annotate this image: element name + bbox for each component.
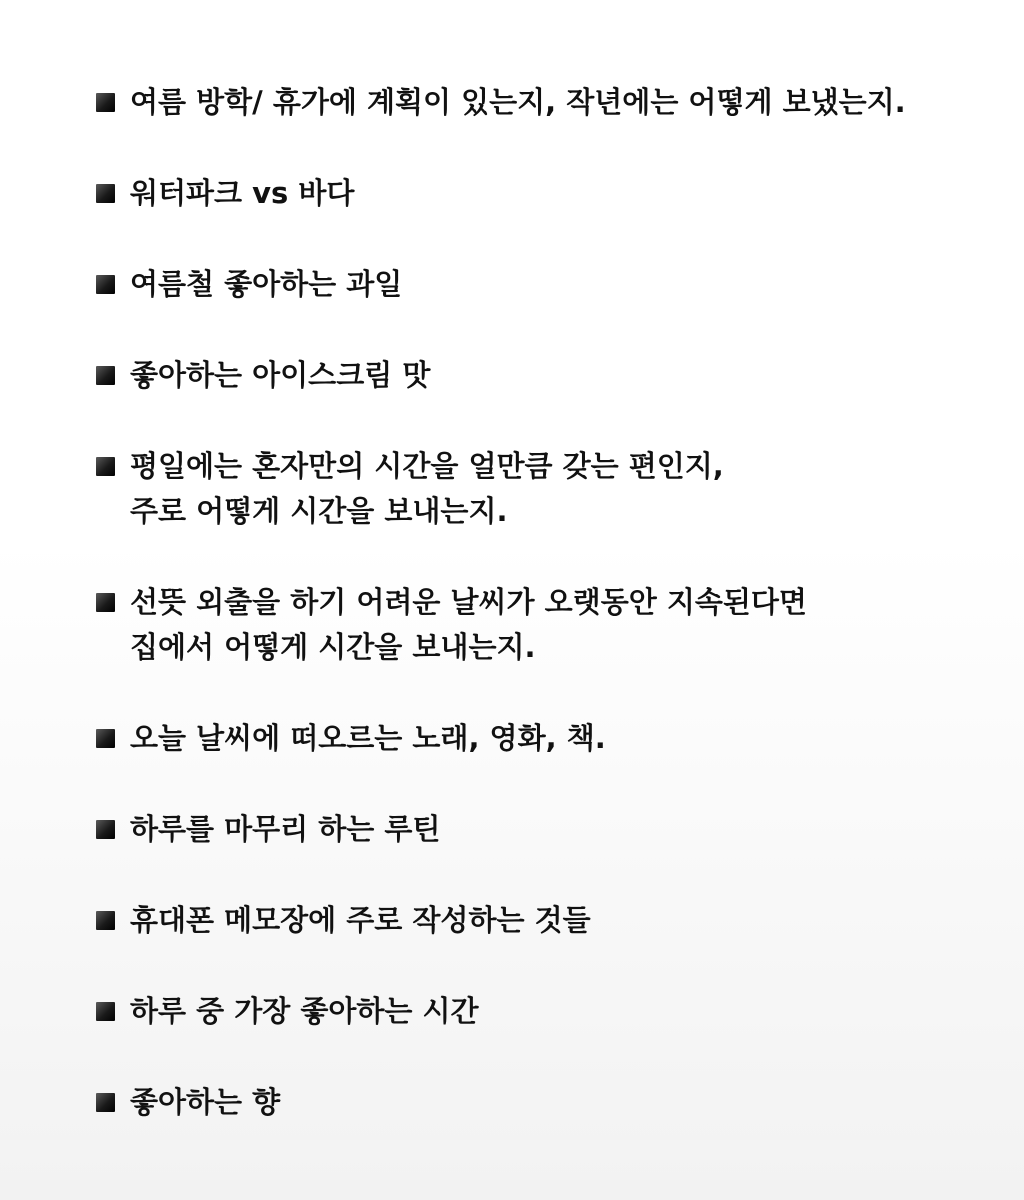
square-bullet-icon — [96, 1093, 115, 1112]
list-item — [96, 807, 996, 852]
item-text: 여름철 좋아하는 과일 — [130, 267, 403, 301]
item-text: 워터파크 vs 바다 — [130, 176, 355, 210]
item-text-continued: 주로 어떻게 시간을 보내는지. — [130, 494, 508, 528]
list-item — [96, 353, 996, 398]
question-list — [96, 80, 996, 1171]
item-text: 오늘 날씨에 떠오르는 노래, 영화, 책. — [130, 721, 606, 755]
list-item — [96, 716, 996, 761]
item-text: 여름 방학/ 휴가에 계획이 있는지, 작년에는 어떻게 보냈는지. — [130, 85, 906, 119]
item-text: 좋아하는 아이스크림 맛 — [130, 358, 431, 392]
square-bullet-icon — [96, 275, 115, 294]
item-text: 하루를 마무리 하는 루틴 — [130, 812, 441, 846]
item-text: 좋아하는 향 — [130, 1085, 281, 1119]
list-item — [96, 80, 996, 125]
square-bullet-icon — [96, 911, 115, 930]
square-bullet-icon — [96, 93, 115, 112]
list-item — [96, 989, 996, 1034]
list-item — [96, 171, 996, 216]
list-item — [96, 1080, 996, 1125]
square-bullet-icon — [96, 184, 115, 203]
square-bullet-icon — [96, 729, 115, 748]
list-item — [96, 580, 996, 670]
square-bullet-icon — [96, 820, 115, 839]
item-text: 평일에는 혼자만의 시간을 얼만큼 갖는 편인지, — [130, 449, 724, 483]
square-bullet-icon — [96, 457, 115, 476]
square-bullet-icon — [96, 593, 115, 612]
list-item — [96, 444, 996, 534]
item-text-continued: 집에서 어떻게 시간을 보내는지. — [130, 630, 536, 664]
square-bullet-icon — [96, 1002, 115, 1021]
list-item — [96, 262, 996, 307]
list-item — [96, 898, 996, 943]
square-bullet-icon — [96, 366, 115, 385]
item-text: 휴대폰 메모장에 주로 작성하는 것들 — [130, 903, 591, 937]
item-text: 하루 중 가장 좋아하는 시간 — [130, 994, 479, 1028]
item-text: 선뜻 외출을 하기 어려운 날씨가 오랫동안 지속된다면 — [130, 585, 807, 619]
